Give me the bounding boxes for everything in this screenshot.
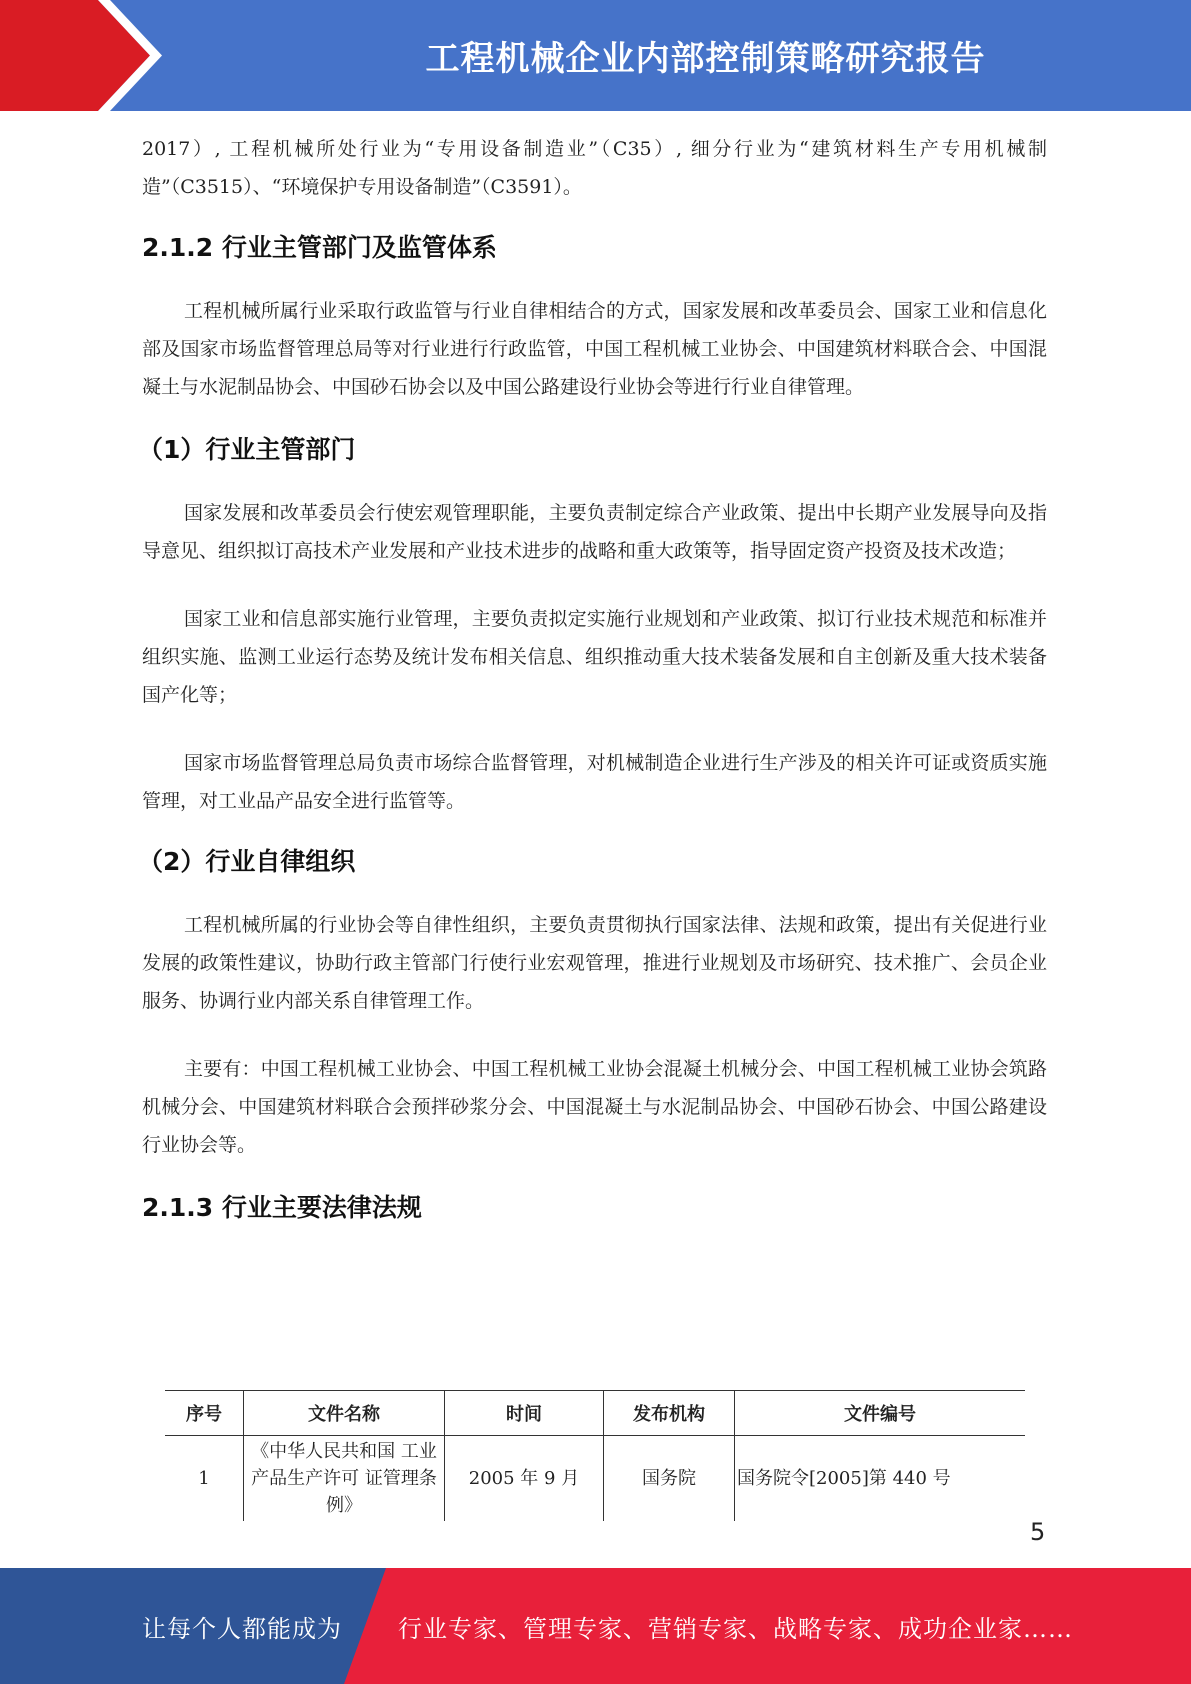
footer-slogan-left: 让每个人都能成为 — [142, 1614, 342, 1643]
subsection-heading-1: （1）行业主管部门 — [138, 435, 356, 464]
footer-slogan-right: 行业专家、管理专家、营销专家、战略专家、成功企业家…… — [398, 1614, 1073, 1643]
footer-banner — [0, 1568, 1191, 1684]
header-banner — [0, 0, 1191, 111]
paragraph: 工程机械所属的行业协会等自律性组织，主要负责贯彻执行国家法律、法规和政策，提出有关促进行业发展的政策性建议，协助行政主管部门行使行业宏观管理，推进行业规划及市场研究、技术推广、会员企业服务、协调行业内部关系自律管理工作。 — [142, 914, 1047, 1012]
intro-paragraph: 2017）, 工程机械所处行业为“专用设备制造业”（C35）, 细分行业为“建筑材料生产专用机械制造”（C3515）、“环境保护专用设备制造”（C3591）。 — [142, 138, 1047, 198]
column-header: 发布机构 — [604, 1391, 735, 1436]
section-heading-2-1-2: 2.1.2 行业主管部门及监管体系 — [142, 233, 497, 262]
main-content — [138, 130, 1047, 1226]
table-row — [165, 1436, 1025, 1522]
column-header: 文件名称 — [244, 1391, 445, 1436]
cell-no: 1 — [198, 1468, 210, 1489]
laws-table — [165, 1390, 1025, 1521]
cell-date: 2005 年 9 月 — [445, 1436, 604, 1522]
column-header: 序号 — [165, 1391, 244, 1436]
cell-issuer: 国务院 — [604, 1436, 735, 1522]
section-paragraph: 工程机械所属行业采取行政监管与行业自律相结合的方式，国家发展和改革委员会、国家工业和信息化部及国家市场监督管理总局等对行业进行行政监管，中国工程机械工业协会、中国建筑材料联合会、中国混凝土与水泥制品协会、中国砂石协会以及中国公路建设行业协会等进行行业自律管理。 — [142, 300, 1047, 398]
section-heading-2-1-3: 2.1.3 行业主要法律法规 — [142, 1193, 422, 1222]
paragraph: 国家市场监督管理总局负责市场综合监督管理，对机械制造企业进行生产涉及的相关许可证或资质实施管理，对工业品产品安全进行监管等。 — [142, 752, 1047, 812]
column-header: 时间 — [445, 1391, 604, 1436]
paragraph: 主要有：中国工程机械工业协会、中国工程机械工业协会混凝土机械分会、中国工程机械工业协会筑路机械分会、中国建筑材料联合会预拌砂浆分会、中国混凝土与水泥制品协会、中国砂石协会、中国公路建设行业协会等。 — [142, 1058, 1047, 1156]
report-title: 工程机械企业内部控制策略研究报告 — [425, 39, 986, 79]
subsection-heading-2: （2）行业自律组织 — [138, 847, 356, 876]
table-header-row — [165, 1391, 1025, 1436]
cell-code: 国务院令[2005]第 440 号 — [735, 1436, 1026, 1522]
paragraph: 国家发展和改革委员会行使宏观管理职能，主要负责制定综合产业政策、提出中长期产业发展导向及指导意见、组织拟订高技术产业发展和产业技术进步的战略和重大政策等，指导固定资产投资及技术改造； — [142, 502, 1047, 562]
cell-name: 《中华人民共和国 工业产品生产许可 证管理条例》 — [244, 1436, 445, 1522]
paragraph: 国家工业和信息部实施行业管理，主要负责拟定实施行业规划和产业政策、拟订行业技术规范和标准并组织实施、监测工业运行态势及统计发布相关信息、组织推动重大技术装备发展和自主创新及重大技术装备国产化等； — [142, 608, 1047, 706]
page-number: 5 — [1030, 1518, 1046, 1546]
column-header: 文件编号 — [735, 1391, 1026, 1436]
